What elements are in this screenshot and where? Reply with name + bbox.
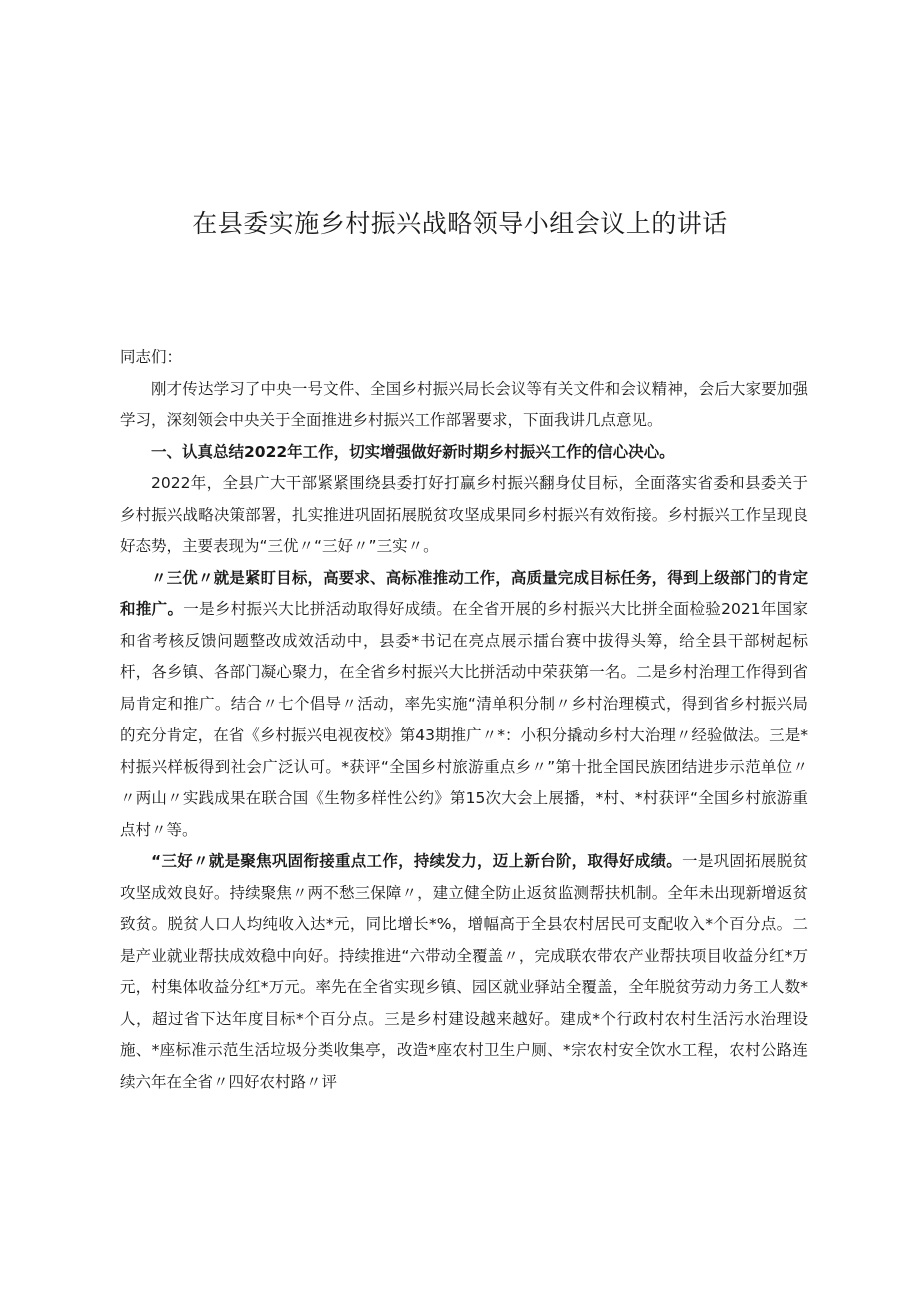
document-body [120, 342, 808, 1098]
sanyou-paragraph [120, 563, 808, 847]
intro-paragraph: 刚才传达学习了中央一号文件、全国乡村振兴局长会议等有关文件和会议精神，会后大家要加强学习，深刻领会中央关于全面推进乡村振兴工作部署要求，下面我讲几点意见。 [120, 379, 808, 429]
sanyou-lead: 〃三优〃就是紧盯目标，高要求、高标准推动工作，高质量完成目标任务，得到上级部门的肯定和推广。 [120, 568, 808, 618]
sanhao-body: 一是巩固拓展脱贫攻坚成效良好。持续聚焦〃两不愁三保障〃，建立健全防止返贫监测帮扶机制。全年未出现新增返贫致贫。脱贫人口人均纯收入达*元，同比增长*%，增幅高于全县农村居民可支配收入*个百分点。二是产业就业帮扶成效稳中向好。持续推进“六带动全覆盖〃，完成联农带农产业帮扶项目收益分红*万元，村集体收益分红*万元。率先在全省实现乡镇、园区就业驿站全覆盖，全年脱贫劳动力务工人数*人，超过省下达年度目标*个百分点。三是乡村建设越来越好。建成*个行政村农村生活污水治理设施、*座标准示范生活垃圾分类收集亭，改造*座农村卫生户厕、*宗农村安全饮水工程，农村公路连续六年在全省〃四好农村路〃评 [120, 852, 808, 1091]
section1-paragraph: 2022年，全县广大干部紧紧围绕县委打好打赢乡村振兴翻身仗目标，全面落实省委和县委关于乡村振兴战略决策部署，扎实推进巩固拓展脱贫攻坚成果同乡村振兴有效衔接。乡村振兴工作呈现良好态势，主要表现为“三优〃“三好〃”三实〃。 [120, 474, 808, 555]
salutation: 同志们： [120, 348, 183, 366]
document-title: 在县委实施乡村振兴战略领导小组会议上的讲话 [192, 209, 728, 238]
sanhao-paragraph [120, 846, 808, 1098]
sanhao-lead: “三好〃就是聚焦巩固衔接重点工作，持续发力，迈上新台阶，取得好成绩。 [151, 852, 683, 870]
sanyou-body: 一是乡村振兴大比拼活动取得好成绩。在全省开展的乡村振兴大比拼全面检验2021年国家和省考核反馈问题整改成效活动中，县委*书记在亮点展示擂台赛中拔得头筹，给全县干部树起标杆，各乡镇、各部门凝心聚力，在全省乡村振兴大比拼活动中荣获第一名。二是乡村治理工作得到省局肯定和推广。结合〃七个倡导〃活动，率先实施“清单积分制〃乡村治理模式，得到省乡村振兴局的充分肯定，在省《乡村振兴电视夜校》第43期推广〃*：小积分撬动乡村大治理〃经验做法。三是*村振兴样板得到社会广泛认可。*获评“全国乡村旅游重点乡〃”第十批全国民族团结进步示范单位〃〃两山〃实践成果在联合国《生物多样性公约》第15次大会上展播，*村、*村获评“全国乡村旅游重点村〃等。 [120, 600, 808, 839]
section-heading-1: 一、认真总结2022年工作，切实增强做好新时期乡村振兴工作的信心决心。 [151, 442, 675, 461]
